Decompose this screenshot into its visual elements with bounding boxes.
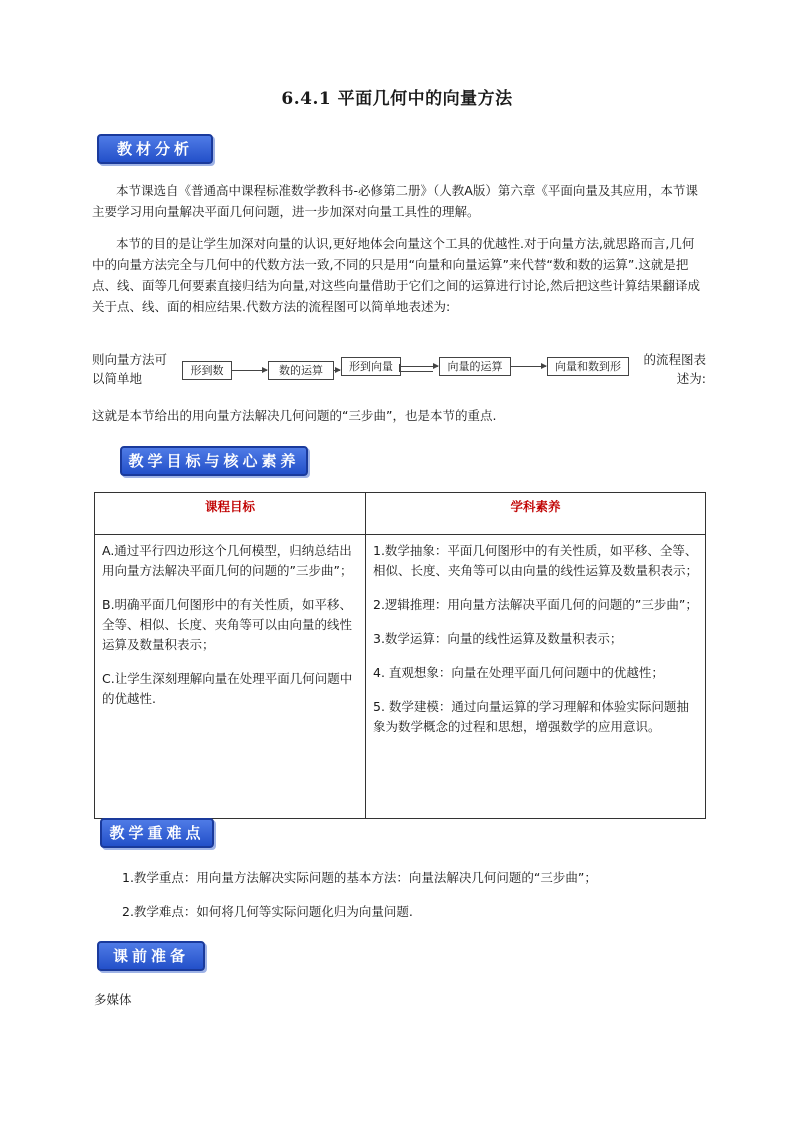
goals-table — [94, 492, 706, 819]
literacy-item: 2.逻辑推理：用向量方法解决平面几何的问题的”三步曲”； — [373, 597, 698, 612]
key-point-item: 1.教学重点：用向量方法解决实际问题的基本方法：向量法解决几何问题的“三步曲”； — [122, 870, 597, 885]
section-heading-goals: 教学目标与核心素养 — [120, 446, 308, 476]
objective-item: A.通过平行四边形这个几何模型，归纳总结出用向量方法解决平面几何的问题的”三步曲”； — [102, 543, 353, 578]
table-header-course-goals: 课程目标 — [95, 493, 366, 535]
objective-item: C.让学生深刻理解向量在处理平面几何问题中的优越性. — [102, 671, 353, 706]
flow-arrow — [400, 366, 438, 367]
section-heading-key-points: 教学重难点 — [100, 818, 214, 848]
flow-box-shape-to-vector: 形到向量 — [341, 357, 401, 376]
flow-box-vector-number-to-shape: 向量和数到形 — [547, 357, 629, 376]
analysis-paragraph-1: 本节课选自《普通高中课程标准数学教科书-必修第二册》（人教A版）第六章《平面向量及其应用，本节课主要学习用向量解决平面几何问题，进一步加深对向量工具性的理解。 — [92, 183, 698, 219]
flow-box-vector-operations: 向量的运算 — [439, 357, 511, 376]
page-title: 6.4.1 平面几何中的向量方法 — [281, 89, 513, 109]
flow-box-number-operations: 数的运算 — [268, 361, 334, 380]
section-heading-analysis: 教材分析 — [97, 134, 213, 164]
objectives-cell — [95, 535, 366, 819]
literacy-item: 3.数学运算：向量的线性运算及数量积表示； — [373, 631, 623, 646]
key-point-item: 2.教学难点：如何将几何等实际问题化归为向量问题. — [122, 904, 413, 919]
preparation-text: 多媒体 — [94, 992, 132, 1007]
flow-connector — [399, 371, 433, 372]
flow-left-text: 则向量方法可以简单地 — [92, 352, 168, 386]
flow-arrow — [510, 366, 546, 367]
flow-right-text: 的流程图表述为: — [643, 352, 706, 386]
flow-box-shape-to-number: 形到数 — [182, 361, 232, 380]
analysis-summary: 这就是本节给出的用向量方法解决几何问题的“三步曲”，也是本节的重点. — [92, 408, 497, 423]
literacy-item: 5. 数学建模：通过向量运算的学习理解和体验实际问题抽象为数学概念的过程和思想，增强数学的应用意识。 — [373, 699, 689, 734]
section-heading-preparation: 课前准备 — [97, 941, 205, 971]
literacy-item: 4. 直观想象：向量在处理平面几何问题中的优越性； — [373, 665, 664, 680]
literacy-item: 1.数学抽象：平面几何图形中的有关性质，如平移、全等、相似、长度、夹角等可以由向量的线性运算及数量积表示； — [373, 543, 699, 578]
table-header-literacy: 学科素养 — [366, 493, 706, 535]
analysis-paragraph-2: 本节的目的是让学生加深对向量的认识,更好地体会向量这个工具的优越性.对于向量方法,就思路而言,几何中的向量方法完全与几何中的代数方法一致,不同的只是用“向量和向量运算”来代替“数和数的运算”.这就是把点、线、面等几何要素直接归结为向量,对这些向量借助于它们之间的运算进行讨论,然后把这些计算结果翻译成关于点、线、面的相应结果.代数方法的流程图可以简单地表述为: — [92, 236, 700, 314]
flow-arrow — [231, 370, 267, 371]
literacy-cell — [366, 535, 706, 819]
objective-item: B.明确平面几何图形中的有关性质，如平移、全等、相似、长度、夹角等可以由向量的线性运算及数量积表示； — [102, 597, 353, 652]
flow-arrow — [333, 370, 340, 371]
